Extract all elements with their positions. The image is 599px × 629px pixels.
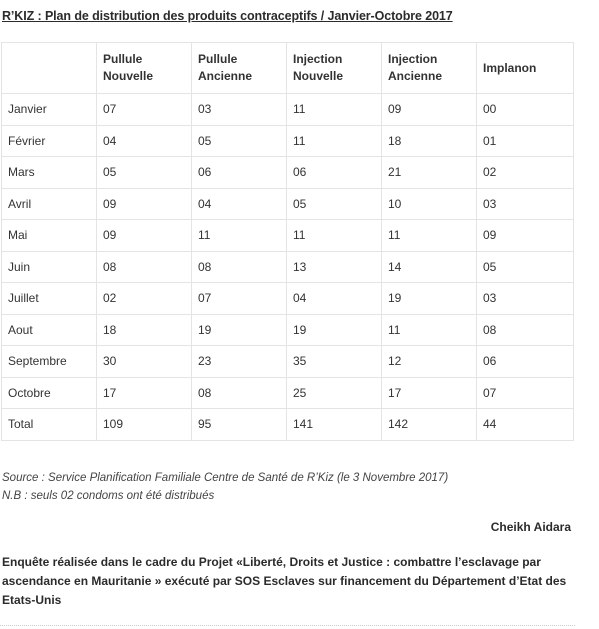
table-cell: 44 [477,409,574,441]
table-cell: 04 [287,283,382,315]
table-row [2,125,574,157]
table-cell: 08 [97,251,192,283]
divider [0,625,575,626]
table-cell: 19 [382,283,477,315]
table-cell: 11 [192,220,287,252]
table-cell: 19 [287,314,382,346]
table-cell: 21 [382,157,477,189]
table-row [2,188,574,220]
table-cell: 141 [287,409,382,441]
header-cell-pullule-nouvelle: Pullule Nouvelle [97,43,192,94]
table-row [2,157,574,189]
table-cell: 00 [477,94,574,126]
row-label-cell: Mai [2,220,97,252]
table-cell: 04 [97,125,192,157]
distribution-table [1,42,574,441]
table-cell: 05 [287,188,382,220]
table-cell: 17 [382,377,477,409]
author-name: Cheikh Aidara [490,520,571,534]
row-label-cell: Aout [2,314,97,346]
table-header-row [2,43,574,94]
table-cell: 12 [382,346,477,378]
table-cell: 35 [287,346,382,378]
table-cell: 11 [382,314,477,346]
table-cell: 07 [477,377,574,409]
table-row [2,409,574,441]
row-label-cell: Total [2,409,97,441]
project-credit: Enquête réalisée dans le cadre du Projet «Liberté, Droits et Justice : combattre l’esclavage par ascendance en Mauritanie » exécuté par SOS Esclaves sur financement du Département d’Etat des Etats-Unis [2,555,567,607]
row-label-cell: Février [2,125,97,157]
table-cell: 18 [97,314,192,346]
table-cell: 03 [477,283,574,315]
table-cell: 13 [287,251,382,283]
table-cell: 05 [477,251,574,283]
table-cell: 02 [97,283,192,315]
table-cell: 06 [287,157,382,189]
table-row [2,251,574,283]
table-cell: 09 [477,220,574,252]
table-cell: 11 [287,220,382,252]
row-label-cell: Octobre [2,377,97,409]
table-cell: 08 [192,377,287,409]
table-cell: 25 [287,377,382,409]
table-cell: 08 [477,314,574,346]
table-cell: 14 [382,251,477,283]
table-row [2,346,574,378]
table-cell: 06 [477,346,574,378]
source-line: Source : Service Planification Familiale Centre de Santé de R’Kiz (le 3 Novembre 2017) [2,472,449,484]
table-cell: 19 [192,314,287,346]
table-cell: 09 [97,220,192,252]
table-cell: 03 [192,94,287,126]
row-label-cell: Juin [2,251,97,283]
table-row [2,94,574,126]
table-cell: 06 [192,157,287,189]
header-cell-implanon: Implanon [477,43,574,94]
table-row [2,314,574,346]
table-cell: 01 [477,125,574,157]
table-cell: 11 [287,125,382,157]
table-cell: 04 [192,188,287,220]
row-label-cell: Avril [2,188,97,220]
header-cell-injection-nouvelle: Injection Nouvelle [287,43,382,94]
table-cell: 02 [477,157,574,189]
row-label-cell: Janvier [2,94,97,126]
table-cell: 09 [97,188,192,220]
table-cell: 05 [97,157,192,189]
table-cell: 17 [97,377,192,409]
table-cell: 18 [382,125,477,157]
table-cell: 07 [97,94,192,126]
table-title: R’KIZ : Plan de distribution des produits contraceptifs / Janvier-Octobre 2017 [2,9,453,23]
table-cell: 95 [192,409,287,441]
table-cell: 11 [382,220,477,252]
table-cell: 23 [192,346,287,378]
table-cell: 11 [287,94,382,126]
table-cell: 09 [382,94,477,126]
table-row [2,283,574,315]
table-cell: 03 [477,188,574,220]
header-cell-pullule-ancienne: Pullule Ancienne [192,43,287,94]
row-label-cell: Mars [2,157,97,189]
table-row [2,377,574,409]
table-row [2,220,574,252]
nb-line: N.B : seuls 02 condoms ont été distribués [2,490,215,502]
table-cell: 10 [382,188,477,220]
table-cell: 109 [97,409,192,441]
table-cell: 05 [192,125,287,157]
row-label-cell: Juillet [2,283,97,315]
source-note [2,469,448,505]
table-body [2,94,574,441]
table-cell: 142 [382,409,477,441]
header-cell-injection-ancienne: Injection Ancienne [382,43,477,94]
table-cell: 08 [192,251,287,283]
table-cell: 30 [97,346,192,378]
row-label-cell: Septembre [2,346,97,378]
table-cell: 07 [192,283,287,315]
header-cell-empty [2,43,97,94]
